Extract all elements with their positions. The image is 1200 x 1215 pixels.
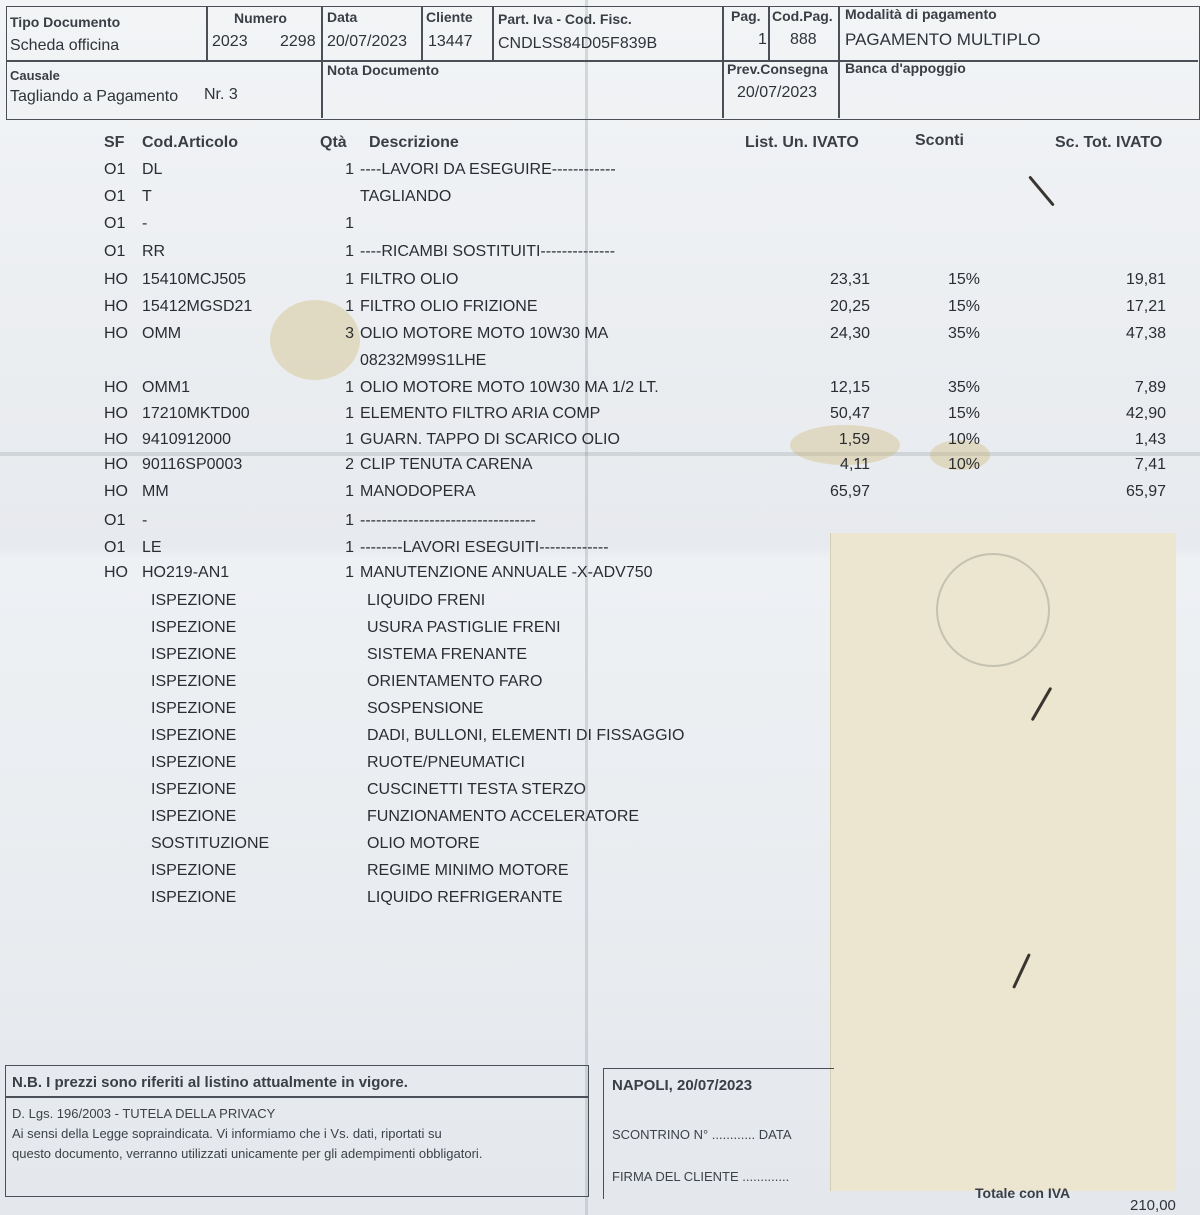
row-sconto: 15% <box>947 405 980 422</box>
col-descrizione: Descrizione <box>369 134 459 151</box>
row-totale: 42,90 <box>1125 405 1166 422</box>
causale-nr: Nr. 3 <box>204 86 238 103</box>
row-listino: 23,31 <box>829 271 870 288</box>
row-qta: 1 <box>345 512 354 529</box>
prev-consegna: 20/07/2023 <box>737 84 818 101</box>
row-cod-articolo: 15412MGSD21 <box>142 298 253 315</box>
table-row <box>0 188 1200 214</box>
firma-cliente-field: FIRMA DEL CLIENTE ............. <box>612 1169 790 1184</box>
header-divider <box>6 60 1198 62</box>
row-cod-articolo: 90116SP0003 <box>142 456 243 473</box>
row-listino: 1,59 <box>838 431 870 448</box>
row-sf: HO <box>104 456 128 473</box>
row-listino: 50,47 <box>829 405 870 422</box>
receipt-seal <box>936 553 1050 667</box>
inspection-type: ISPEZIONE <box>151 619 237 636</box>
row-descrizione: TAGLIANDO <box>360 188 452 205</box>
header-divider <box>421 6 423 60</box>
row-totale: 17,21 <box>1125 298 1166 315</box>
row-cod-articolo: 9410912000 <box>142 431 231 448</box>
modalita-label: Modalità di pagamento <box>845 6 997 22</box>
numero-label: Numero <box>234 10 287 26</box>
pag-label: Pag. <box>731 8 761 24</box>
piva: CNDLSS84D05F839B <box>498 35 658 52</box>
row-sconto: 35% <box>947 325 980 342</box>
col-sconti: Sconti <box>915 132 964 149</box>
row-descrizione: MANODOPERA <box>360 483 476 500</box>
row-sf: O1 <box>104 161 126 178</box>
row-sf: HO <box>104 298 128 315</box>
footer-notes-box <box>5 1065 589 1197</box>
inspection-type: ISPEZIONE <box>151 862 237 879</box>
row-sconto: 15% <box>947 298 980 315</box>
inspection-item: DADI, BULLONI, ELEMENTI DI FISSAGGIO <box>367 727 685 744</box>
nb-note: N.B. I prezzi sono riferiti al listino attualmente in vigore. <box>12 1074 408 1091</box>
row-cod-articolo: OMM1 <box>142 379 190 396</box>
inspection-item: REGIME MINIMO MOTORE <box>367 862 569 879</box>
row-sconto: 15% <box>947 271 980 288</box>
row-qta: 1 <box>345 298 354 315</box>
row-sf: O1 <box>104 188 126 205</box>
banca-label: Banca d'appoggio <box>845 60 966 76</box>
row-sf: HO <box>104 564 128 581</box>
row-descrizione: --------------------------------- <box>360 512 536 529</box>
inspection-item: SOSPENSIONE <box>367 700 484 717</box>
table-row <box>0 352 1200 378</box>
table-row <box>0 456 1200 482</box>
scontrino-field: SCONTRINO N° ............ DATA <box>612 1127 792 1142</box>
inspection-item: ORIENTAMENTO FARO <box>367 673 543 690</box>
row-qta: 1 <box>345 539 354 556</box>
row-listino: 20,25 <box>829 298 870 315</box>
nota-label: Nota Documento <box>327 62 439 78</box>
prev-consegna-label: Prev.Consegna <box>727 61 828 77</box>
inspection-type: ISPEZIONE <box>151 754 237 771</box>
modalita: PAGAMENTO MULTIPLO <box>845 30 1041 49</box>
row-sf: HO <box>104 405 128 422</box>
inspection-item: SISTEMA FRENANTE <box>367 646 528 663</box>
causale: Tagliando a Pagamento <box>10 88 179 105</box>
row-sf: HO <box>104 325 128 342</box>
row-sf: HO <box>104 483 128 500</box>
privacy-title: D. Lgs. 196/2003 - TUTELA DELLA PRIVACY <box>12 1106 276 1121</box>
row-qta: 1 <box>345 161 354 178</box>
header-divider <box>206 6 208 60</box>
inspection-type: ISPEZIONE <box>151 700 237 717</box>
row-descrizione: CLIP TENUTA CARENA <box>360 456 533 473</box>
inspection-item: CUSCINETTI TESTA STERZO <box>367 781 586 798</box>
row-cod-articolo: - <box>142 215 148 232</box>
col-totale: Sc. Tot. IVATO <box>1055 134 1163 151</box>
row-descrizione: 08232M99S1LHE <box>360 352 487 369</box>
table-row <box>0 325 1200 351</box>
row-cod-articolo: - <box>142 512 148 529</box>
row-descrizione: FILTRO OLIO FRIZIONE <box>360 298 538 315</box>
inspection-item: OLIO MOTORE <box>367 835 480 852</box>
row-sconto: 10% <box>947 431 980 448</box>
row-qta: 1 <box>345 215 354 232</box>
inspection-item: USURA PASTIGLIE FRENI <box>367 619 561 636</box>
table-row <box>0 298 1200 324</box>
causale-label: Causale <box>10 68 60 83</box>
table-row <box>0 379 1200 405</box>
row-descrizione: OLIO MOTORE MOTO 10W30 MA 1/2 LT. <box>360 379 659 396</box>
row-listino: 65,97 <box>829 483 870 500</box>
numero-anno: 2023 <box>212 33 248 50</box>
inspection-type: ISPEZIONE <box>151 781 237 798</box>
cliente-label: Cliente <box>426 9 473 25</box>
row-sconto: 35% <box>947 379 980 396</box>
row-qta: 1 <box>345 431 354 448</box>
header-divider <box>492 6 494 60</box>
table-row <box>0 215 1200 241</box>
row-totale: 65,97 <box>1125 483 1166 500</box>
row-sf: O1 <box>104 215 126 232</box>
row-sf: O1 <box>104 539 126 556</box>
inspection-item: LIQUIDO FRENI <box>367 592 486 609</box>
luogo-data: NAPOLI, 20/07/2023 <box>612 1077 753 1094</box>
row-qta: 1 <box>345 379 354 396</box>
row-cod-articolo: T <box>142 188 152 205</box>
table-row <box>0 243 1200 269</box>
row-sf: HO <box>104 271 128 288</box>
row-qta: 1 <box>345 243 354 260</box>
row-listino: 4,11 <box>840 456 870 473</box>
row-qta: 1 <box>345 564 354 581</box>
privacy-line-1: Ai sensi della Legge sopraindicata. Vi informiamo che i Vs. dati, riportati su <box>12 1126 442 1141</box>
row-sf: HO <box>104 431 128 448</box>
pag: 1 <box>758 31 767 48</box>
row-qta: 3 <box>345 325 354 342</box>
row-descrizione: FILTRO OLIO <box>360 271 459 288</box>
table-row <box>0 405 1200 431</box>
row-cod-articolo: DL <box>142 161 163 178</box>
table-row <box>0 161 1200 187</box>
row-sf: HO <box>104 379 128 396</box>
data-label: Data <box>327 9 358 25</box>
receipt-paper <box>830 533 1176 1191</box>
table-row <box>0 271 1200 297</box>
codpag-label: Cod.Pag. <box>772 8 833 24</box>
inspection-type: ISPEZIONE <box>151 592 237 609</box>
row-qta: 2 <box>345 456 354 473</box>
row-totale: 1,43 <box>1134 431 1166 448</box>
tipo-documento-label: Tipo Documento <box>10 14 121 30</box>
row-cod-articolo: MM <box>142 483 169 500</box>
row-cod-articolo: RR <box>142 243 166 260</box>
header-divider <box>722 6 724 118</box>
inspection-type: ISPEZIONE <box>151 808 237 825</box>
row-cod-articolo: 15410MCJ505 <box>142 271 247 288</box>
header-divider <box>768 6 770 60</box>
inspection-type: ISPEZIONE <box>151 727 237 744</box>
data: 20/07/2023 <box>327 33 408 50</box>
col-listino: List. Un. IVATO <box>745 134 859 151</box>
row-qta: 1 <box>345 271 354 288</box>
header-divider <box>838 6 840 118</box>
row-descrizione: OLIO MOTORE MOTO 10W30 MA <box>360 325 609 342</box>
row-totale: 19,81 <box>1125 271 1166 288</box>
row-descrizione: MANUTENZIONE ANNUALE -X-ADV750 <box>360 564 653 581</box>
row-sconto: 10% <box>947 456 980 473</box>
col-qta: Qtà <box>320 134 347 151</box>
row-descrizione: ELEMENTO FILTRO ARIA COMP <box>360 405 601 422</box>
piva-label: Part. Iva - Cod. Fisc. <box>498 11 632 27</box>
totale-value: 210,00 <box>1130 1197 1176 1214</box>
row-cod-articolo: 17210MKTD00 <box>142 405 250 422</box>
inspection-item: RUOTE/PNEUMATICI <box>367 754 525 771</box>
inspection-type: ISPEZIONE <box>151 646 237 663</box>
footer-divider <box>6 1096 588 1098</box>
codpag: 888 <box>790 31 817 48</box>
row-totale: 7,89 <box>1134 379 1166 396</box>
row-listino: 24,30 <box>829 325 870 342</box>
inspection-item: LIQUIDO REFRIGERANTE <box>367 889 563 906</box>
row-descrizione: --------LAVORI ESEGUITI------------- <box>360 539 609 556</box>
footer-signature-box <box>603 1068 834 1199</box>
row-cod-articolo: LE <box>142 539 162 556</box>
row-totale: 47,38 <box>1125 325 1166 342</box>
row-cod-articolo: HO219-AN1 <box>142 564 230 581</box>
row-qta: 1 <box>345 405 354 422</box>
row-qta: 1 <box>345 483 354 500</box>
row-listino: 12,15 <box>829 379 870 396</box>
table-row <box>0 483 1200 509</box>
cliente: 13447 <box>428 33 473 50</box>
row-sf: O1 <box>104 243 126 260</box>
row-cod-articolo: OMM <box>142 325 182 342</box>
totale-label: Totale con IVA <box>975 1185 1071 1201</box>
numero: 2298 <box>280 33 316 50</box>
inspection-type: SOSTITUZIONE <box>151 835 270 852</box>
tipo-documento: Scheda officina <box>10 37 120 54</box>
header-divider <box>321 6 323 118</box>
row-sf: O1 <box>104 512 126 529</box>
inspection-type: ISPEZIONE <box>151 673 237 690</box>
col-sf: SF <box>104 134 125 151</box>
privacy-line-2: questo documento, verranno utilizzati unicamente per gli adempimenti obbligatori. <box>12 1146 483 1161</box>
inspection-type: ISPEZIONE <box>151 889 237 906</box>
table-row <box>0 431 1200 457</box>
row-descrizione: ----LAVORI DA ESEGUIRE------------ <box>360 161 616 178</box>
row-descrizione: GUARN. TAPPO DI SCARICO OLIO <box>360 431 620 448</box>
inspection-item: FUNZIONAMENTO ACCELERATORE <box>367 808 640 825</box>
row-descrizione: ----RICAMBI SOSTITUITI-------------- <box>360 243 616 260</box>
row-totale: 7,41 <box>1134 456 1166 473</box>
col-cod-articolo: Cod.Articolo <box>142 134 238 151</box>
